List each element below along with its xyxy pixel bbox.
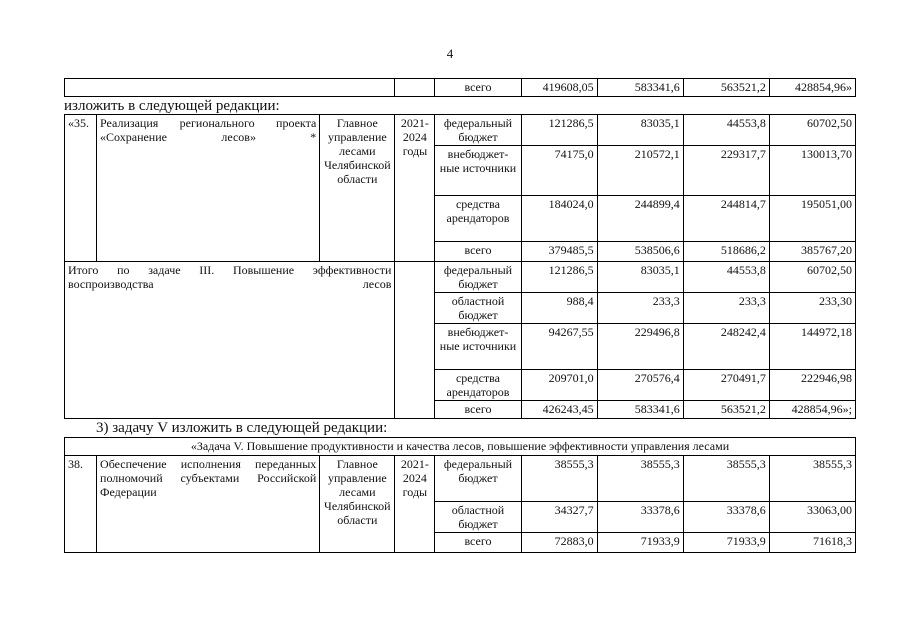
value-cell: 229317,7 xyxy=(683,146,769,196)
value-cell: 233,3 xyxy=(597,293,683,324)
value-cell: 385767,20 xyxy=(769,242,855,262)
value-cell: 94267,55 xyxy=(521,324,597,370)
value-cell: 33378,6 xyxy=(683,502,769,533)
value-cell: 144972,18 xyxy=(769,324,855,370)
row-number: 38. xyxy=(65,456,97,553)
value-cell: 83035,1 xyxy=(597,262,683,293)
funding-source: внебюджет-ные источники xyxy=(435,146,521,196)
value-cell: 233,30 xyxy=(769,293,855,324)
value-cell: 538506,6 xyxy=(597,242,683,262)
value-cell: 121286,5 xyxy=(521,115,597,146)
value-cell: 38555,3 xyxy=(597,456,683,502)
funding-source: всего xyxy=(435,401,521,419)
value-cell: 270491,7 xyxy=(683,370,769,401)
value-cell: 244814,7 xyxy=(683,196,769,242)
value-cell: 428854,96» xyxy=(769,79,855,97)
value-cell: 379485,5 xyxy=(521,242,597,262)
empty-cell xyxy=(65,79,395,97)
value-cell: 229496,8 xyxy=(597,324,683,370)
value-cell: 222946,98 xyxy=(769,370,855,401)
top-total-table xyxy=(64,78,856,97)
section-heading: 3) задачу V изложить в следующей редакции: xyxy=(96,420,388,436)
value-cell: 34327,7 xyxy=(521,502,597,533)
funding-source: средства арендаторов xyxy=(435,370,521,401)
empty-cell xyxy=(395,262,435,419)
task-title: «Задача V. Повышение продуктивности и качества лесов, повышение эффективности управления лесами xyxy=(65,438,856,456)
value-cell: 563521,2 xyxy=(683,401,769,419)
value-cell: 195051,00 xyxy=(769,196,855,242)
value-cell: 71933,9 xyxy=(683,533,769,553)
funding-source: внебюджет-ные источники xyxy=(435,324,521,370)
value-cell: 428854,96»; xyxy=(769,401,855,419)
value-cell: 83035,1 xyxy=(597,115,683,146)
page-number: 4 xyxy=(446,46,454,61)
value-cell: 233,3 xyxy=(683,293,769,324)
total-label: всего xyxy=(435,79,521,97)
value-cell: 426243,45 xyxy=(521,401,597,419)
value-cell: 44553,8 xyxy=(683,262,769,293)
funding-source: областной бюджет xyxy=(435,502,521,533)
value-cell: 33378,6 xyxy=(597,502,683,533)
value-cell: 72883,0 xyxy=(521,533,597,553)
value-cell: 988,4 xyxy=(521,293,597,324)
years: 2021-2024 годы xyxy=(395,456,435,553)
task5-table xyxy=(64,437,856,553)
executor: Главное управление лесами Челябинской области xyxy=(320,115,395,262)
value-cell: 244899,4 xyxy=(597,196,683,242)
value-cell: 518686,2 xyxy=(683,242,769,262)
value-cell: 74175,0 xyxy=(521,146,597,196)
value-cell: 60702,50 xyxy=(769,115,855,146)
value-cell: 248242,4 xyxy=(683,324,769,370)
value-cell: 563521,2 xyxy=(683,79,769,97)
activity-name: Реализация регионального проекта «Сохранение лесов» * xyxy=(97,115,320,262)
value-cell: 38555,3 xyxy=(769,456,855,502)
funding-source: областной бюджет xyxy=(435,293,521,324)
empty-cell xyxy=(395,79,435,97)
value-cell: 71933,9 xyxy=(597,533,683,553)
value-cell: 71618,3 xyxy=(769,533,855,553)
funding-source: федеральный бюджет xyxy=(435,456,521,502)
value-cell: 270576,4 xyxy=(597,370,683,401)
value-cell: 38555,3 xyxy=(683,456,769,502)
funding-source: всего xyxy=(435,242,521,262)
years: 2021-2024 годы xyxy=(395,115,435,262)
value-cell: 583341,6 xyxy=(597,401,683,419)
task-total-name: Итого по задаче III. Повышение эффективности воспроизводства лесов xyxy=(65,262,395,419)
activity-name: Обеспечение исполнения переданных полномочий субъектами Российской Федерации xyxy=(97,456,320,553)
value-cell: 60702,50 xyxy=(769,262,855,293)
value-cell: 38555,3 xyxy=(521,456,597,502)
section-heading: изложить в следующей редакции: xyxy=(64,98,280,114)
funding-source: средства арендаторов xyxy=(435,196,521,242)
value-cell: 583341,6 xyxy=(597,79,683,97)
funding-source: всего xyxy=(435,533,521,553)
funding-source: федеральный бюджет xyxy=(435,262,521,293)
value-cell: 419608,05 xyxy=(521,79,597,97)
value-cell: 44553,8 xyxy=(683,115,769,146)
funding-source: федеральный бюджет xyxy=(435,115,521,146)
value-cell: 210572,1 xyxy=(597,146,683,196)
main-table xyxy=(64,114,856,419)
executor: Главное управление лесами Челябинской области xyxy=(320,456,395,553)
value-cell: 33063,00 xyxy=(769,502,855,533)
value-cell: 121286,5 xyxy=(521,262,597,293)
row-number: «35. xyxy=(65,115,97,262)
value-cell: 130013,70 xyxy=(769,146,855,196)
value-cell: 209701,0 xyxy=(521,370,597,401)
value-cell: 184024,0 xyxy=(521,196,597,242)
